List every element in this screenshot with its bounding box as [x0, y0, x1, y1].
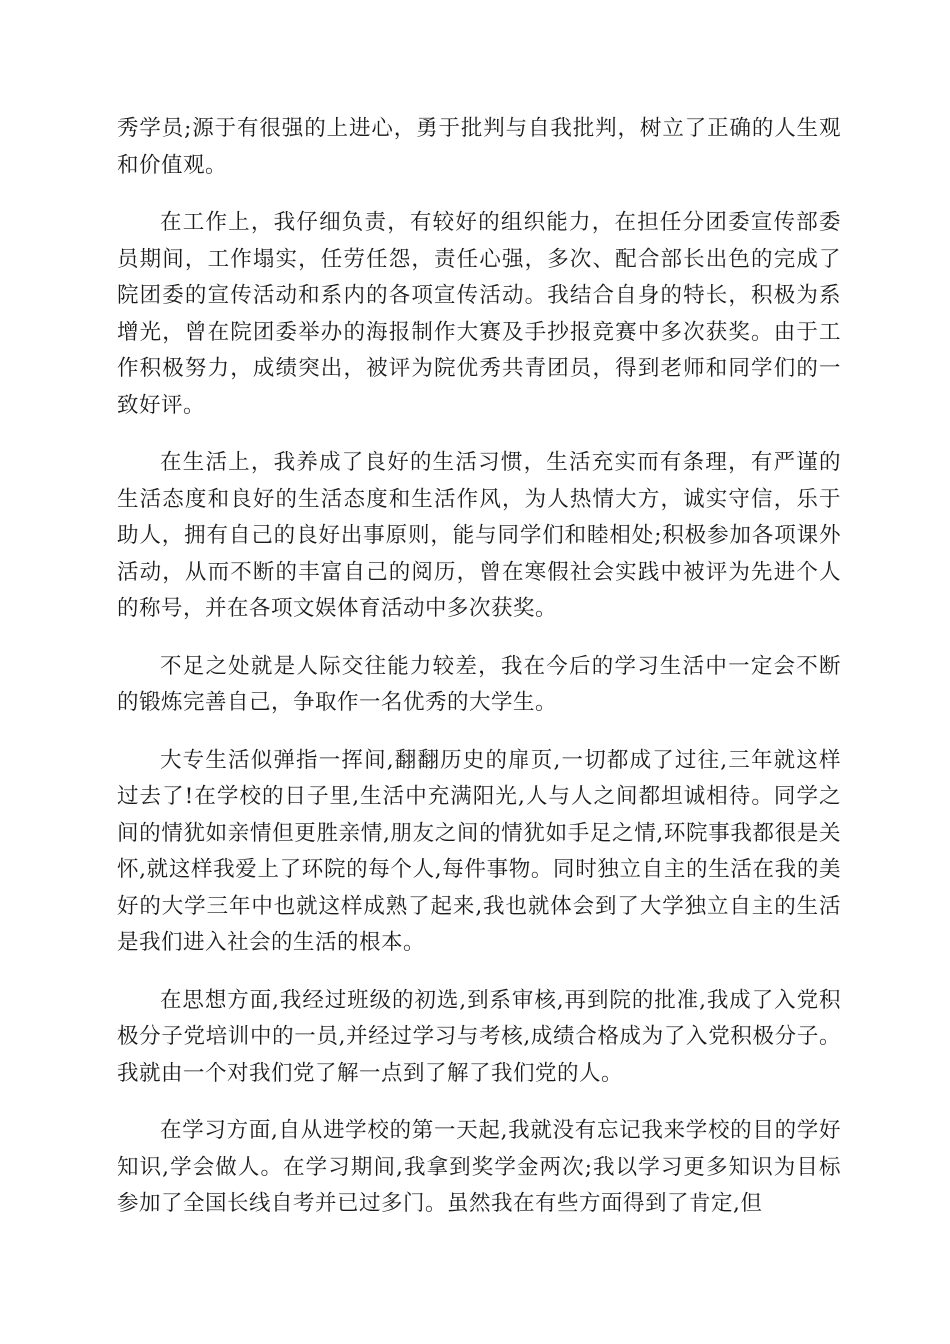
paragraph-work: 在工作上，我仔细负责，有较好的组织能力，在担任分团委宣传部委员期间，工作塌实，任劳任怨，责任心强，多次、配合部长出色的完成了院团委的宣传活动和系内的各项宣传活动。我结合自身的特长，积极为系增光，曾在院团委举办的海报制作大赛及手抄报竞赛中多次获奖。由于工作积极努力，成绩突出，被评为院优秀共青团员，得到老师和同学们的一致好评。: [117, 210, 841, 418]
paragraph-ideology: 在思想方面,我经过班级的初选,到系审核,再到院的批准,我成了入党积极分子党培训中的一员,并经过学习与考核,成绩合格成为了入党积极分子。我就由一个对我们党了解一点到了解了我们党的人。: [117, 987, 841, 1086]
paragraph-shortcomings: 不足之处就是人际交往能力较差，我在今后的学习生活中一定会不断的锻炼完善自己，争取作一名优秀的大学生。: [117, 653, 841, 715]
paragraph-college-life: 大专生活似弹指一挥间,翻翻历史的扉页,一切都成了过往,三年就这样过去了!在学校的日子里,生活中充满阳光,人与人之间都坦诚相待。同学之间的情犹如亲情但更胜亲情,朋友之间的情犹如手足之情,环院事我都很是关怀,就这样我爱上了环院的每个人,每件事物。同时独立自主的生活在我的美好的大学三年中也就这样成熟了起来,我也就体会到了大学独立自主的生活是我们进入社会的生活的根本。: [117, 747, 841, 955]
paragraph-continued: 秀学员;源于有很强的上进心，勇于批判与自我批判，树立了正确的人生观和价值观。: [117, 116, 841, 178]
paragraph-study: 在学习方面,自从进学校的第一天起,我就没有忘记我来学校的目的学好知识,学会做人。在学习期间,我拿到奖学金两次;我以学习更多知识为目标参加了全国长线自考并已过多门。虽然我在有些方面得到了肯定,但: [117, 1118, 841, 1216]
paragraph-life: 在生活上，我养成了良好的生活习惯，生活充实而有条理，有严谨的生活态度和良好的生活态度和生活作风，为人热情大方，诚实守信，乐于助人，拥有自己的良好出事原则，能与同学们和睦相处;积极参加各项课外活动，从而不断的丰富自己的阅历，曾在寒假社会实践中被评为先进个人的称号，并在各项文娱体育活动中多次获奖。: [117, 450, 841, 621]
document-body: [117, 111, 841, 1244]
